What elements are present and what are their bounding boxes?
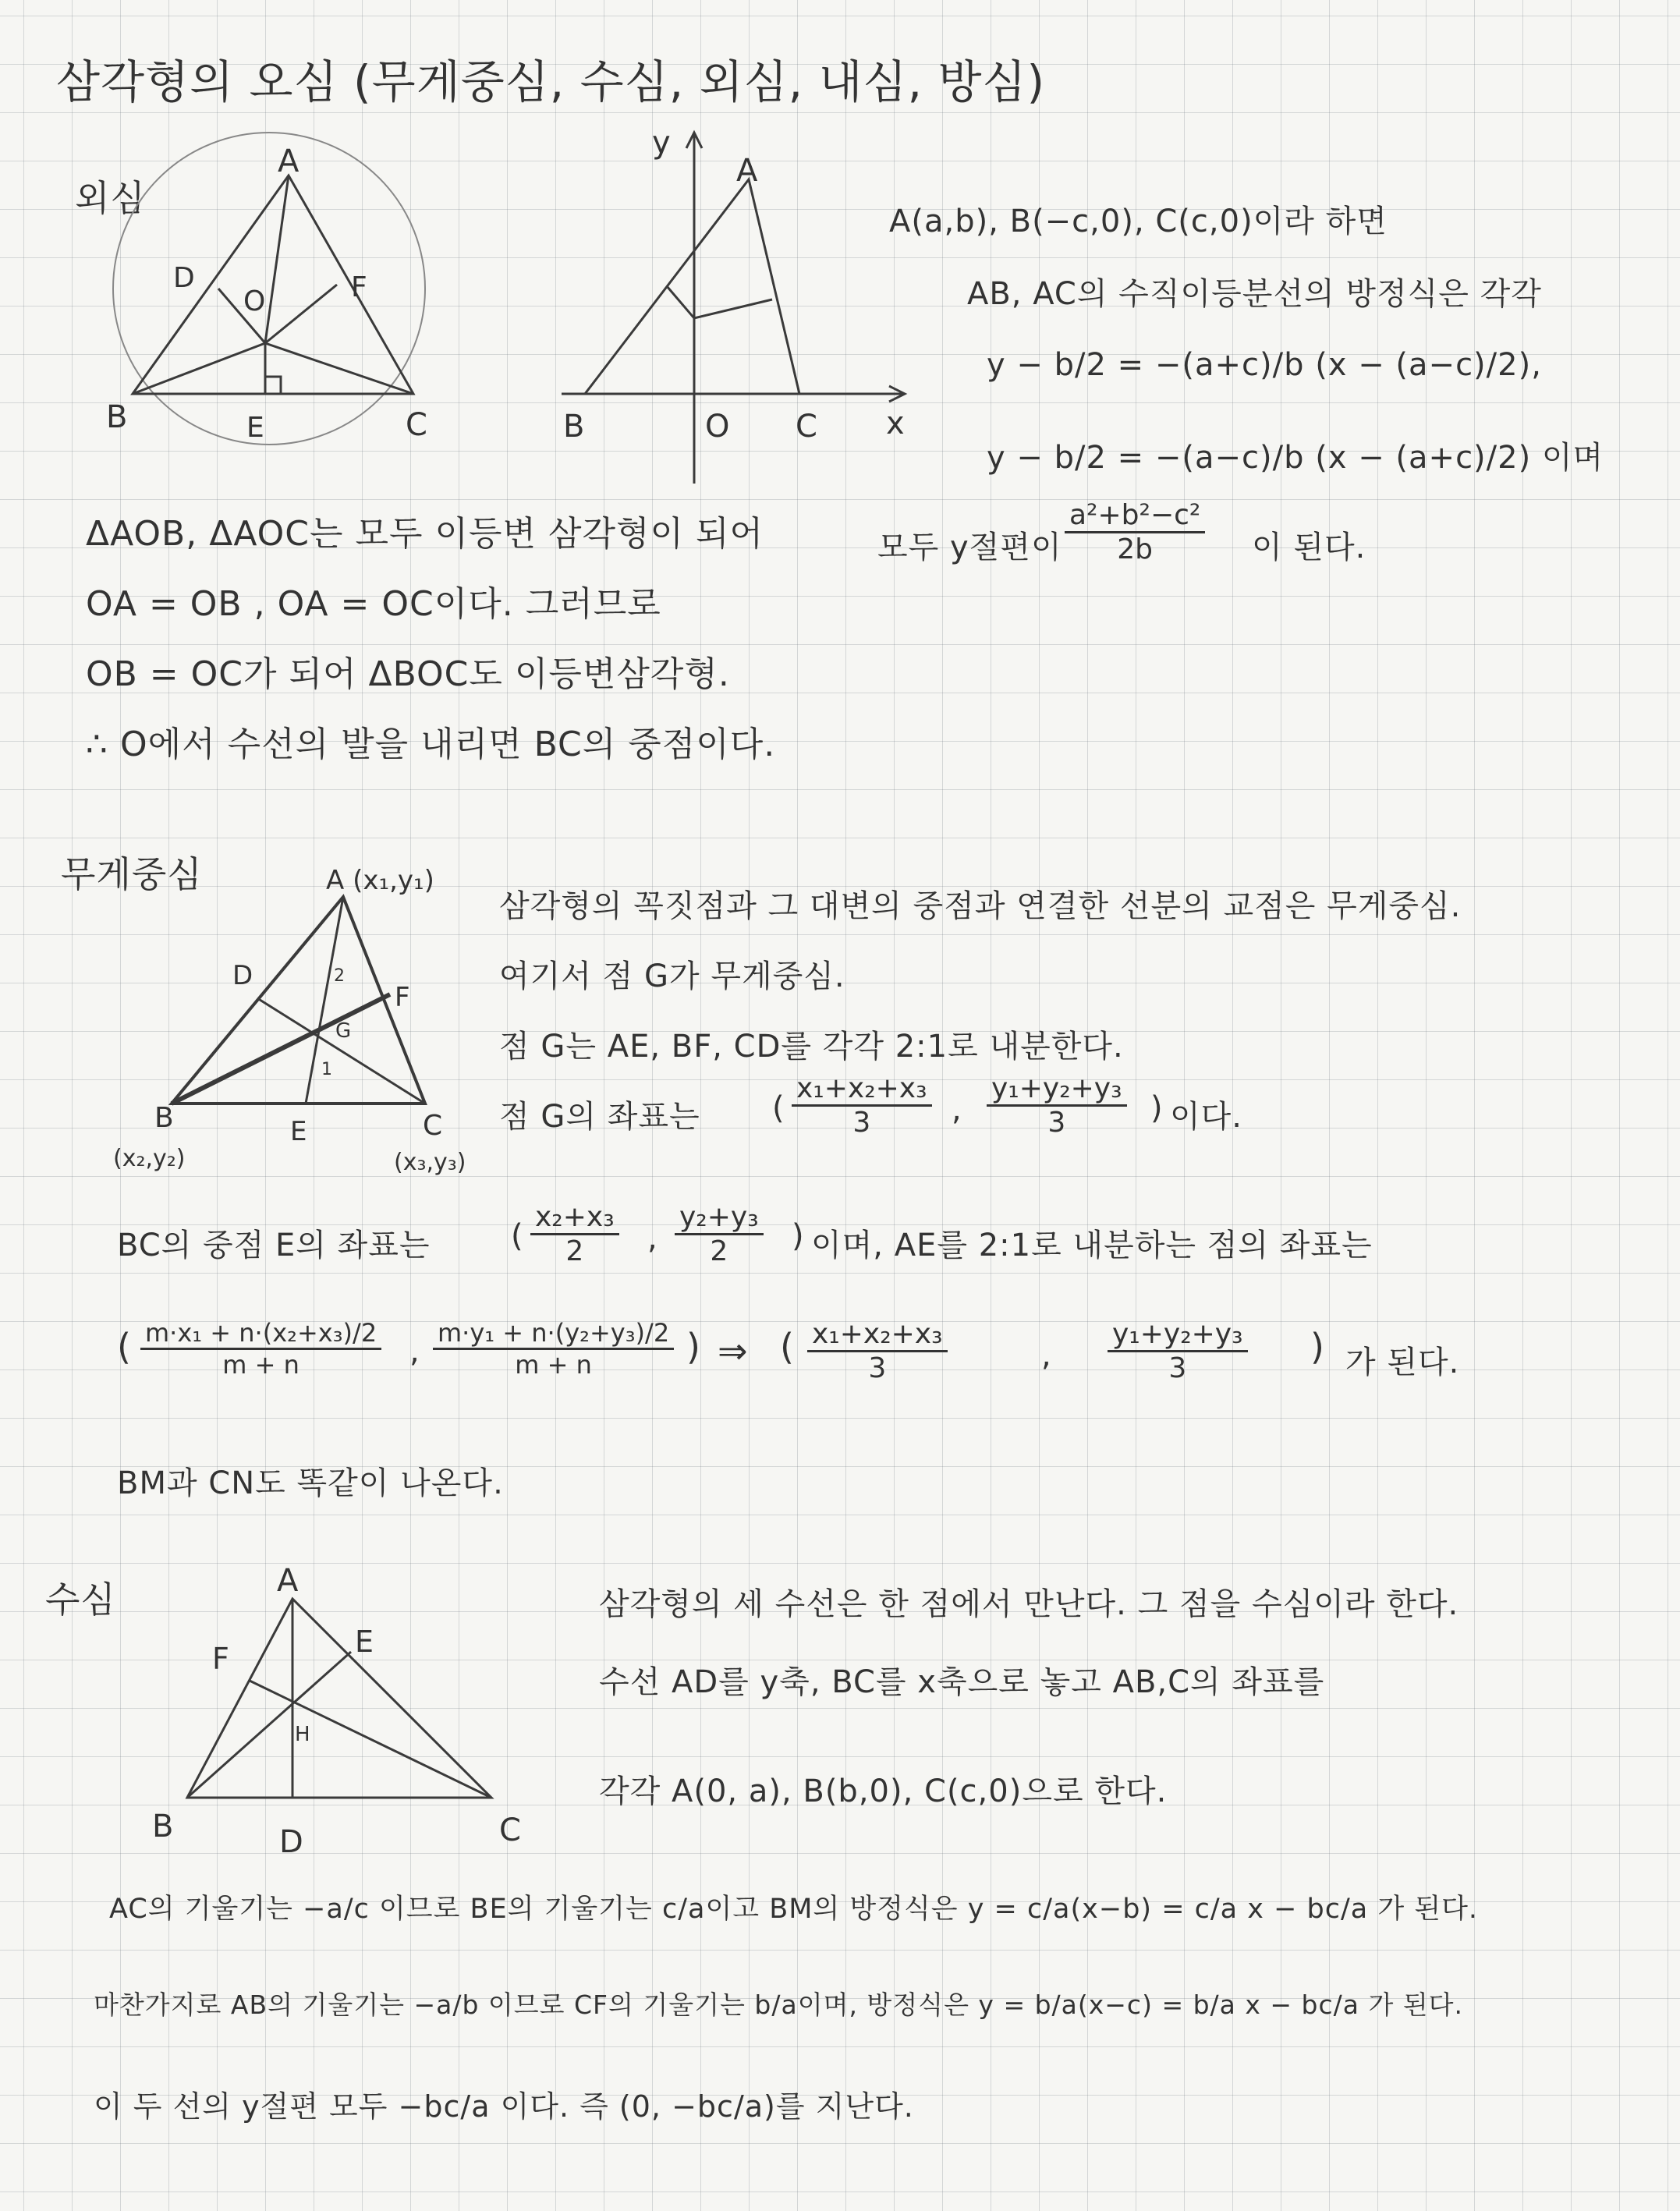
fig1-label-c: C [406,407,427,443]
circumcenter-right-line-2: AB, AC의 수직이등분선의 방정식은 각각 [967,276,1542,312]
triangle-orthocenter [187,1599,491,1798]
centroid-right-line-1: 삼각형의 꼭짓점과 그 대변의 중점과 연결한 선분의 교점은 무게중심. [499,888,1462,924]
ortho-label-b: B [152,1809,174,1844]
midpoint-y [675,1201,764,1267]
centroid-coord-y [987,1072,1127,1139]
y-intercept-den: 2b [1117,533,1154,565]
orthocenter-heading: 수심 [45,1579,116,1621]
formula-right-close: ) [1310,1326,1325,1368]
centroid-label-b: B [154,1102,174,1134]
centroid-right-line-2: 여기서 점 G가 무게중심. [499,958,845,994]
formula-right-open: ( [780,1326,795,1368]
centroid-coord-open: ( [772,1090,785,1126]
formula-left-x-den: m + n [222,1350,299,1380]
formula-left-x-num: m·x₁ + n·(x₂+x₃)/2 [140,1318,381,1350]
formula-right-x-den: 3 [868,1352,887,1384]
centroid-mid-close: ) [792,1218,805,1254]
altitude-cf [250,1681,491,1798]
orthocenter-bottom-line-3: 이 두 선의 y절편 모두 −bc/a 이다. 즉 (0, −bc/a)를 지난다. [94,2089,914,2124]
formula-right-y-num: y₁+y₂+y₃ [1108,1318,1248,1352]
y-intercept-fraction [1065,499,1205,565]
ortho-label-h: H [295,1723,310,1746]
circumcenter-right-line-5: 모두 y절편이 [877,530,1062,565]
fig2-label-x: x [886,406,905,441]
midpoint-x-den: 2 [565,1235,584,1267]
y-intercept-num: a²+b²−c² [1065,499,1205,533]
centroid-coord-x [792,1072,932,1139]
fig1-label-e: E [246,412,264,444]
perp-bisectors [667,286,772,318]
centroid-coord-y-num: y₁+y₂+y₃ [987,1072,1127,1107]
orthocenter-bottom-line-1: AC의 기울기는 −a/c 이므로 BE의 기울기는 c/a이고 BM의 방정식은 y = c/a(x−b) = c/a x − bc/a 가 된다. [109,1894,1479,1925]
centroid-ratio-1: 1 [321,1060,332,1079]
fig1-label-d: D [173,262,195,294]
orthocenter-right-line-1: 삼각형의 세 수선은 한 점에서 만난다. 그 점을 수심이라 한다. [599,1586,1459,1622]
midpoint-x-num: x₂+x₃ [530,1201,619,1235]
formula-left-open: ( [117,1326,132,1368]
fig2-label-o: O [705,409,730,445]
circumcenter-bottom-line-3: OB = OC가 되어 ΔBOC도 이등변삼각형. [86,654,730,694]
midpoint-y-num: y₂+y₃ [675,1201,764,1235]
centroid-label-c-coord: (x₃,y₃) [394,1149,466,1176]
ortho-label-d: D [279,1824,303,1860]
fig1-label-b: B [106,399,128,435]
centroid-coord-close: ) [1150,1090,1164,1126]
centroid-label-a: A (x₁,y₁) [326,865,434,896]
formula-right-y-den: 3 [1168,1352,1187,1384]
orthocenter-bottom-line-2: 마찬가지로 AB의 기울기는 −a/b 이므로 CF의 기울기는 b/a이며, 방정식은 y = b/a(x−c) = b/a x − bc/a 가 된다. [94,1990,1464,2020]
centroid-mid-text-1: BC의 중점 E의 좌표는 [117,1228,431,1263]
orthocenter-right-line-2: 수선 AD를 y축, BC를 x축으로 놓고 AB,C의 좌표를 [599,1664,1325,1700]
centroid-coord-x-den: 3 [852,1107,871,1139]
centroid-mid-comma: , [647,1221,658,1256]
fig1-label-o: O [243,285,266,317]
orthocenter-figure [0,0,562,1872]
fig1-label-a: A [278,144,299,179]
centroid-right-line-4: 점 G의 좌표는 [499,1099,700,1135]
orthocenter-right-line-3: 각각 A(0, a), B(b,0), C(c,0)으로 한다. [599,1773,1168,1809]
circumcenter-bottom-line-2: OA = OB , OA = OC이다. 그러므로 [86,584,661,624]
fig2-label-c: C [796,409,817,445]
centroid-label-b-coord: (x₂,y₂) [113,1145,186,1172]
fig2-label-b: B [563,409,585,445]
fig2-label-y: y [652,125,671,161]
centroid-label-e: E [290,1116,307,1147]
centroid-mid-text-2: 이며, AE를 2:1로 내분하는 점의 좌표는 [811,1228,1373,1263]
page-title: 삼각형의 오심 (무게중심, 수심, 외심, 내심, 방심) [56,55,1046,108]
formula-after: 가 된다. [1345,1345,1460,1380]
fig2-label-a: A [736,153,758,189]
formula-left-y-den: m + n [515,1350,592,1380]
ortho-label-f: F [212,1642,229,1676]
fig1-label-f: F [351,271,367,303]
centroid-right-line-3: 점 G는 AE, BF, CD를 각각 2:1로 내분한다. [499,1029,1124,1065]
ortho-label-e: E [355,1625,374,1659]
formula-right-comma: , [1041,1338,1052,1373]
circumcenter-right-line-6: 이 된다. [1252,530,1366,565]
formula-right-x [807,1318,948,1384]
centroid-coord-x-num: x₁+x₂+x₃ [792,1072,932,1107]
formula-right-x-num: x₁+x₂+x₃ [807,1318,948,1352]
ortho-label-a: A [277,1563,299,1599]
centroid-heading: 무게중심 [61,853,203,895]
circumcenter-right-line-4: y − b/2 = −(a−c)/b (x − (a+c)/2) 이며 [987,440,1604,476]
circumcenter-right-line-3: y − b/2 = −(a+c)/b (x − (a−c)/2), [987,347,1542,383]
circumcenter-heading: 외심 [75,177,146,219]
centroid-label-d: D [232,960,253,991]
centroid-last-line: BM과 CN도 똑같이 나온다. [117,1465,504,1501]
centroid-label-g: G [335,1019,352,1043]
centroid-right-line-5: 이다. [1170,1099,1242,1135]
formula-right-y [1108,1318,1248,1384]
formula-arrow: ⇒ [718,1330,749,1372]
triangle-coordinate [585,179,799,394]
centroid-mid-open: ( [511,1218,524,1254]
formula-left-comma: , [409,1334,420,1369]
centroid-coord-comma: , [952,1092,962,1128]
centroid-ratio-2: 2 [334,966,345,986]
formula-left-y-num: m·y₁ + n·(y₂+y₃)/2 [433,1318,674,1350]
circumcenter-bottom-line-4: ∴ O에서 수선의 발을 내리면 BC의 중점이다. [86,725,776,764]
ortho-label-c: C [499,1812,521,1848]
midpoint-y-den: 2 [710,1235,728,1267]
formula-left-close: ) [686,1326,701,1368]
centroid-label-f: F [395,982,410,1013]
circumcenter-right-line-1: A(a,b), B(−c,0), C(c,0)이라 하면 [889,204,1388,239]
circumcenter-bottom-line-1: ΔAOB, ΔAOC는 모두 이등변 삼각형이 되어 [86,514,764,554]
centroid-label-c: C [423,1110,443,1142]
centroid-coord-y-den: 3 [1047,1107,1066,1139]
